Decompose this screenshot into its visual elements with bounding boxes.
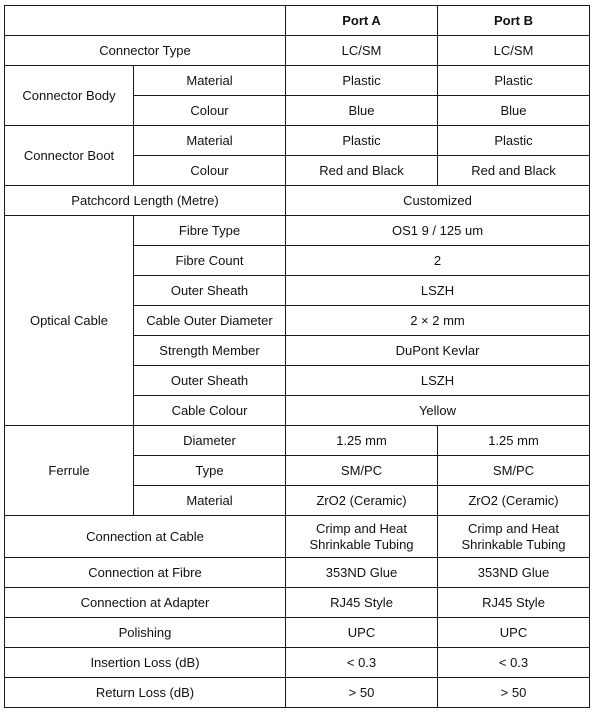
port-a-value: Plastic [286, 66, 438, 96]
port-b-value: Red and Black [438, 156, 590, 186]
row-label: Colour [134, 96, 286, 126]
row-label: Return Loss (dB) [5, 678, 286, 708]
group-label: Optical Cable [5, 216, 134, 426]
row-label: Strength Member [134, 336, 286, 366]
port-b-value: RJ45 Style [438, 588, 590, 618]
table-row [5, 66, 590, 96]
row-label: Fibre Count [134, 246, 286, 276]
row-label: Material [134, 486, 286, 516]
table-row [5, 36, 590, 66]
table-row [5, 588, 590, 618]
port-a-value: 353ND Glue [286, 558, 438, 588]
value-line: Shrinkable Tubing [309, 536, 414, 552]
table-row [5, 126, 590, 156]
row-label: Patchcord Length (Metre) [5, 186, 286, 216]
table-row [5, 216, 590, 246]
table-row [5, 516, 590, 558]
port-b-value [438, 516, 590, 558]
port-a-value: RJ45 Style [286, 588, 438, 618]
value-line: Shrinkable Tubing [461, 536, 566, 552]
port-b-value: LC/SM [438, 36, 590, 66]
group-label: Ferrule [5, 426, 134, 516]
row-label: Connection at Adapter [5, 588, 286, 618]
port-b-value: 353ND Glue [438, 558, 590, 588]
shared-value: DuPont Kevlar [286, 336, 590, 366]
table-row [5, 426, 590, 456]
row-label: Polishing [5, 618, 286, 648]
table-row [5, 648, 590, 678]
row-label: Connector Type [5, 36, 286, 66]
table-row [5, 558, 590, 588]
port-a-header: Port A [286, 6, 438, 36]
port-b-value: SM/PC [438, 456, 590, 486]
row-label: Diameter [134, 426, 286, 456]
port-b-value: Blue [438, 96, 590, 126]
port-a-value: UPC [286, 618, 438, 648]
shared-value: OS1 9 / 125 um [286, 216, 590, 246]
port-b-value: ZrO2 (Ceramic) [438, 486, 590, 516]
value-line: Crimp and Heat [315, 520, 408, 536]
shared-value: LSZH [286, 276, 590, 306]
row-label: Material [134, 66, 286, 96]
row-label: Connection at Cable [5, 516, 286, 558]
table-row [5, 678, 590, 708]
shared-value: Customized [286, 186, 590, 216]
port-b-value: Plastic [438, 126, 590, 156]
port-a-value: LC/SM [286, 36, 438, 66]
shared-value: 2 × 2 mm [286, 306, 590, 336]
port-b-value: UPC [438, 618, 590, 648]
port-a-value: Red and Black [286, 156, 438, 186]
row-label: Connection at Fibre [5, 558, 286, 588]
row-label: Cable Colour [134, 396, 286, 426]
port-b-value: Plastic [438, 66, 590, 96]
port-a-value: > 50 [286, 678, 438, 708]
header-row [5, 6, 590, 36]
shared-value: Yellow [286, 396, 590, 426]
spec-table [4, 5, 590, 708]
row-label: Material [134, 126, 286, 156]
port-a-value [286, 516, 438, 558]
row-label: Insertion Loss (dB) [5, 648, 286, 678]
row-label: Outer Sheath [134, 276, 286, 306]
table-row [5, 618, 590, 648]
shared-value: LSZH [286, 366, 590, 396]
row-label: Outer Sheath [134, 366, 286, 396]
group-label: Connector Body [5, 66, 134, 126]
port-b-header: Port B [438, 6, 590, 36]
group-label: Connector Boot [5, 126, 134, 186]
shared-value: 2 [286, 246, 590, 276]
header-blank-cell [5, 6, 286, 36]
port-a-value: ZrO2 (Ceramic) [286, 486, 438, 516]
port-b-value: > 50 [438, 678, 590, 708]
port-a-value: Blue [286, 96, 438, 126]
row-label: Fibre Type [134, 216, 286, 246]
row-label: Cable Outer Diameter [134, 306, 286, 336]
port-a-value: 1.25 mm [286, 426, 438, 456]
port-a-value: Plastic [286, 126, 438, 156]
row-label: Colour [134, 156, 286, 186]
port-a-value: < 0.3 [286, 648, 438, 678]
table-row [5, 186, 590, 216]
row-label: Type [134, 456, 286, 486]
value-line: Crimp and Heat [467, 520, 560, 536]
port-b-value: 1.25 mm [438, 426, 590, 456]
port-b-value: < 0.3 [438, 648, 590, 678]
port-a-value: SM/PC [286, 456, 438, 486]
